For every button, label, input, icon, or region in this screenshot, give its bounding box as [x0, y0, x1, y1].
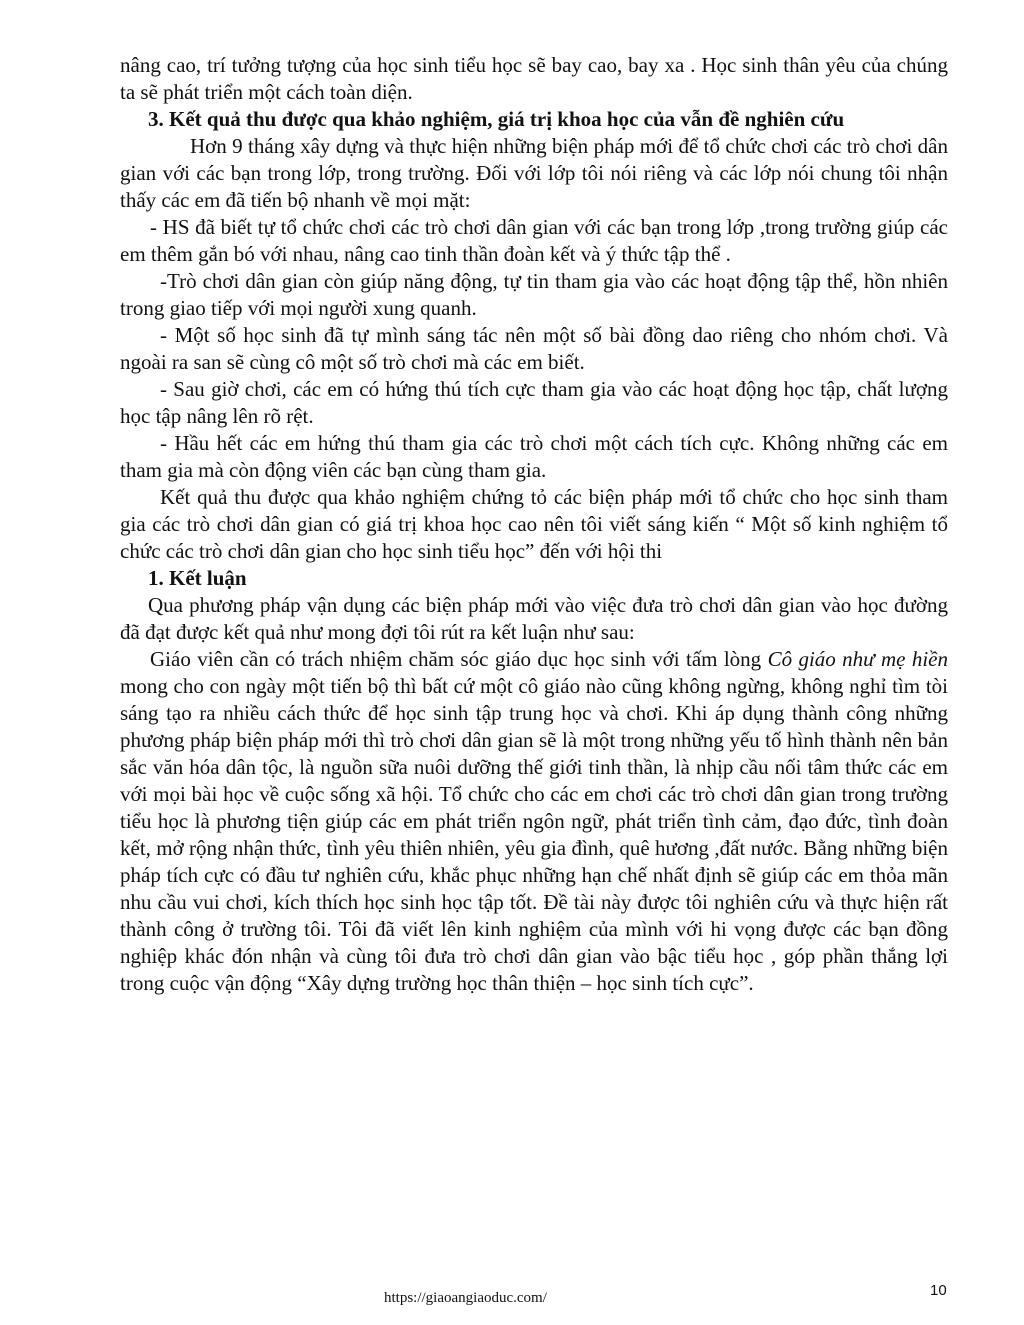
paragraph-conclusion-body: [120, 646, 948, 997]
section-heading-conclusion: 1. Kết luận: [148, 566, 247, 590]
conclusion-text-start: Giáo viên cần có trách nhiệm chăm sóc giáo dục học sinh với tấm lòng: [150, 647, 768, 671]
paragraph-bullet-compose: - Một số học sinh đã tự mình sáng tác nên một số bài đồng dao riêng cho nhóm chơi. Và ngoài ra san sẽ cùng cô một số trò chơi mà các em biết.: [120, 323, 948, 374]
conclusion-text-rest: mong cho con ngày một tiến bộ thì bất cứ một cô giáo nào cũng không ngừng, không nghỉ tìm tòi sáng tạo ra nhiều cách thức để học sinh tập trung học và chơi. Khi áp dụng thành công những phương pháp biện pháp mới thì trò chơi dân gian sẽ là một trong những yếu tố hình thành nên bản sắc văn hóa dân tộc, là nguồn sữa nuôi dưỡng thế giới tinh thần, là nhịp cầu nối tâm thức các em với mọi bài học về cuộc sống xã hội. Tổ chức cho các em chơi các trò chơi dân gian trong trường tiểu học là phương tiện giúp các em phát triển ngôn ngữ, phát triển tình cảm, đạo đức, tình đoàn kết, mở rộng nhận thức, tình yêu thiên nhiên, yêu gia đình, quê hương ,đất nước. Bằng những biện pháp tích cực có đầu tư nghiên cứu, khắc phục những hạn chế nhất định sẽ giúp các em thỏa mãn nhu cầu vui chơi, kích thích học sinh học tập tốt. Đề tài này được tôi nghiên cứu và thực hiện rất thành công ở trường tôi. Tôi đã viết lên kinh nghiệm của mình với hi vọng được các bạn đồng nghiệp khác đón nhận và cùng tôi đưa trò chơi dân gian vào bậc tiểu học , góp phần thắng lợi trong cuộc vận động “Xây dựng trường học thân thiện – học sinh tích cực”.: [120, 674, 948, 995]
footer-url: https://giaoangiaoduc.com/: [384, 1290, 547, 1306]
paragraph-conclusion-intro: Qua phương pháp vận dụng các biện pháp mới vào việc đưa trò chơi dân gian vào học đường đã đạt được kết quả như mong đợi tôi rút ra kết luận như sau:: [120, 593, 948, 644]
page-number: 10: [930, 1282, 947, 1299]
paragraph-bullet-participation: - Hầu hết các em hứng thú tham gia các trò chơi một cách tích cực. Không những các em tham gia mà còn động viên các bạn cùng tham gia.: [120, 431, 948, 482]
paragraph-bullet-interest: - Sau giờ chơi, các em có hứng thú tích cực tham gia vào các hoạt động học tập, chất lượng học tập nâng lên rõ rệt.: [120, 377, 948, 428]
paragraph-results-summary: Hơn 9 tháng xây dựng và thực hiện những biện pháp mới để tổ chức chơi các trò chơi dân gian với các bạn trong lớp, trong trường. Đối với lớp tôi nói riêng và các lớp nói chung tôi nhận thấy các em đã tiến bộ nhanh về mọi mặt:: [120, 134, 948, 212]
paragraph-results-conclusion: Kết quả thu được qua khảo nghiệm chứng tỏ các biện pháp mới tổ chức cho học sinh tham gia các trò chơi dân gian có giá trị khoa học cao nên tôi viết sáng kiến “ Một số kinh nghiệm tổ chức các trò chơi dân gian cho học sinh tiểu học” đến với hội thi: [120, 485, 948, 563]
section-heading-results: 3. Kết quả thu được qua khảo nghiệm, giá trị khoa học của vẫn đề nghiên cứu: [148, 107, 845, 131]
paragraph-bullet-confidence: -Trò chơi dân gian còn giúp năng động, tự tin tham gia vào các hoạt động tập thể, hồn nhiên trong giao tiếp với mọi người xung quanh.: [120, 269, 948, 320]
paragraph-bullet-organize: - HS đã biết tự tổ chức chơi các trò chơi dân gian với các bạn trong lớp ,trong trường giúp các em thêm gắn bó với nhau, nâng cao tinh thần đoàn kết và ý thức tập thể .: [120, 215, 948, 266]
conclusion-text-italic: Cô giáo như mẹ hiền: [767, 647, 948, 671]
document-page: [120, 52, 948, 997]
paragraph-intro: nâng cao, trí tưởng tượng của học sinh tiểu học sẽ bay cao, bay xa . Học sinh thân yêu của chúng ta sẽ phát triển một cách toàn diện.: [120, 53, 948, 104]
